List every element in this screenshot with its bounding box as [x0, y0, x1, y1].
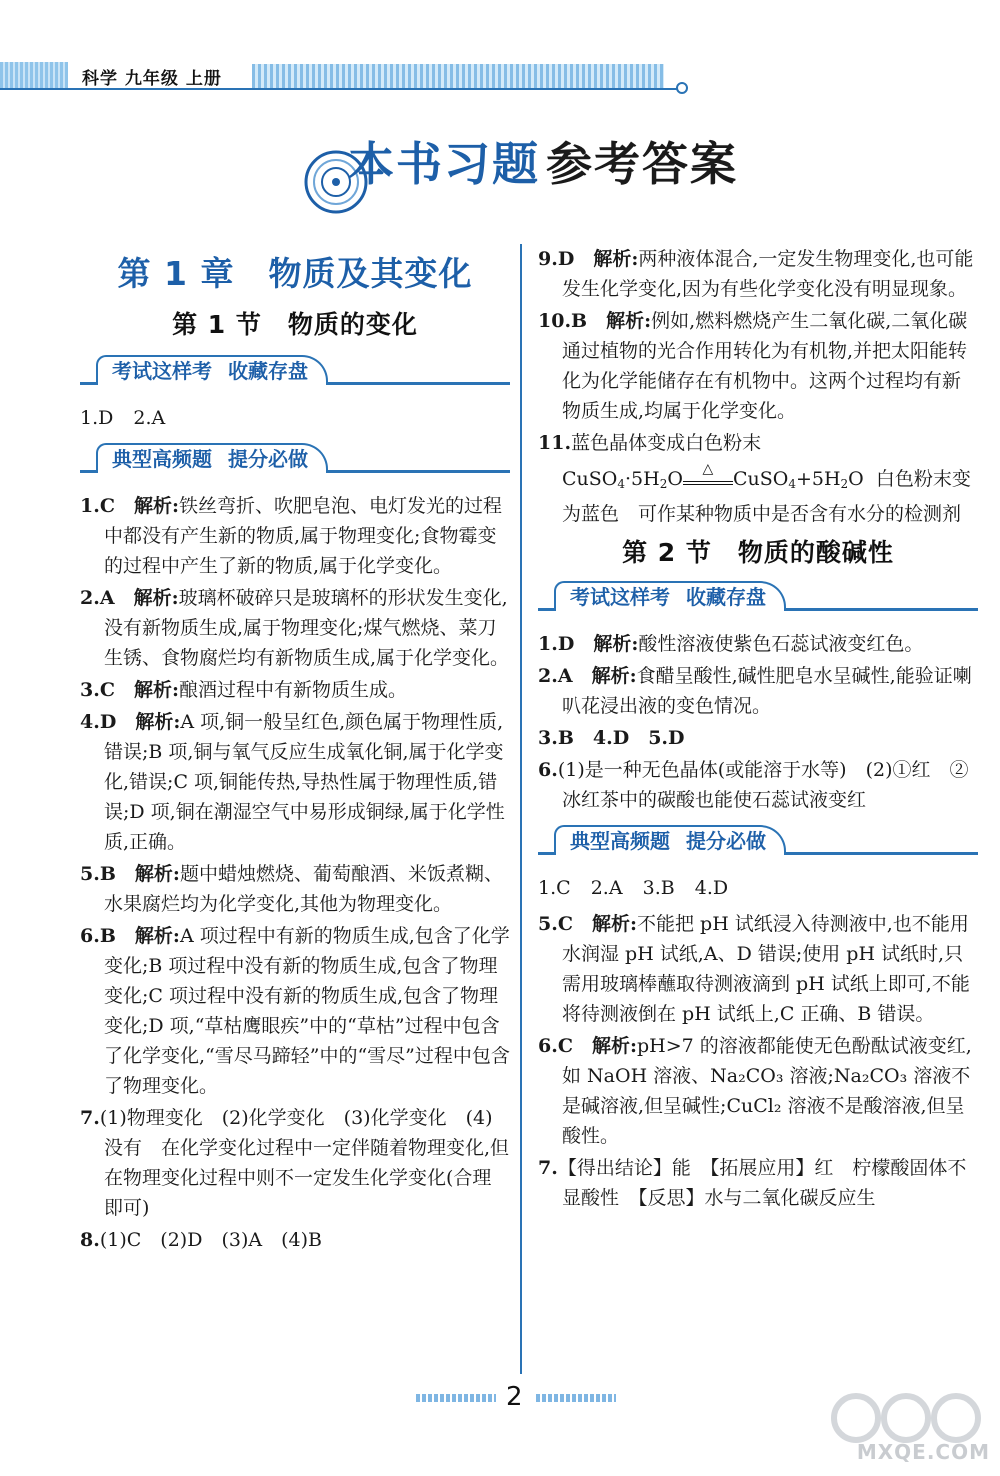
eq-sub: 4 — [788, 477, 796, 491]
item-text: 酸性溶液使紫色石蕊试液变红色。 — [638, 633, 924, 655]
item-number: 8. — [80, 1229, 100, 1251]
section-banner — [538, 581, 978, 617]
item-tag: 解析: — [591, 665, 637, 687]
answer-item — [80, 1103, 510, 1223]
answer: 2.A — [590, 877, 623, 899]
answer-item — [538, 428, 978, 458]
answer-item — [538, 629, 978, 659]
item-tag: 解析: — [133, 679, 179, 701]
running-header — [0, 62, 690, 90]
answer: 3.B — [642, 877, 675, 899]
eq-arrow — [683, 461, 733, 485]
banner-label — [96, 355, 328, 385]
item-tag: 解析: — [591, 913, 637, 935]
item-number: 5.B — [80, 863, 116, 885]
answer: 4.D — [694, 877, 729, 899]
answer: 1.C — [538, 877, 571, 899]
banner-label-b: 提分必做 — [686, 829, 766, 853]
answer-list — [538, 244, 978, 458]
answer-item — [538, 723, 978, 753]
page-title — [348, 128, 738, 194]
watermark-text: MXQE.COM — [856, 1440, 990, 1464]
item-text: A 项,铜一般呈红色,颜色属于物理性质,错误;B 项,铜与氧气反应生成氧化铜,属于化学变化,错误;C 项,铜能传热,导热性属于物理性质,错误;D 项,铜在潮湿空气中易形成铜绿,属于化学性质,正确。 — [104, 711, 505, 853]
item-number: 7. — [538, 1157, 558, 1179]
item-text: 题中蜡烛燃烧、葡萄酿酒、米饭煮糊、水果腐烂均为化学变化,其他为物理变化。 — [104, 863, 503, 915]
chapter-heading: 第 1 章 物质及其变化 — [117, 254, 473, 293]
section-banner — [80, 443, 510, 479]
item-tag: 解析: — [591, 1035, 637, 1057]
answer-item — [538, 1153, 978, 1213]
footer-ornament — [416, 1394, 496, 1402]
answer-item — [538, 661, 978, 721]
item-tag: 解析: — [606, 310, 652, 332]
item-number: 1.D — [538, 633, 575, 655]
banner-label — [554, 825, 786, 855]
item-number: 6.C — [538, 1035, 573, 1057]
item-text: 铁丝弯折、吹肥皂泡、电灯发光的过程中都没有产生新的物质,属于物理变化;食物霉变的过程中产生了新的物质,属于化学变化。 — [104, 495, 503, 577]
answer-item — [80, 675, 510, 705]
answer-item — [80, 491, 510, 581]
title-part-2: 参考答案 — [546, 137, 738, 191]
column-divider — [520, 244, 522, 1374]
eq-sub: 2 — [840, 477, 849, 491]
item-text: (1)是一种无色晶体(或能溶于水等) (2)①红 ②冰红茶中的碳酸也能使石蕊试液变红 — [557, 759, 969, 811]
eq-term: +5H — [795, 468, 841, 490]
section-banner — [80, 355, 510, 391]
answer-item — [80, 859, 510, 919]
item-text: 食醋呈酸性,碱性肥皂水呈碱性,能验证喇叭花浸出液的变色情况。 — [562, 665, 972, 717]
section-heading: 第 2 节 物质的酸碱性 — [622, 538, 894, 567]
right-column — [538, 244, 978, 1215]
answer-item — [538, 1031, 978, 1151]
answer: 1.D — [80, 407, 114, 429]
item-number: 9.D — [538, 248, 575, 270]
header-dot — [676, 82, 688, 94]
eq-term: ·5H — [625, 468, 660, 490]
header-stripe — [0, 62, 68, 90]
item-text: 酿酒过程中有新物质生成。 — [179, 679, 408, 701]
item-tag: 解析: — [133, 495, 179, 517]
eq-condition: △ — [702, 461, 714, 477]
item-number: 7. — [80, 1107, 100, 1129]
item-tag: 解析: — [593, 248, 639, 270]
eq-note: 白色粉末变为蓝色 可作某种物质中是否含有水分的检测剂 — [562, 468, 971, 525]
item-number: 10.B — [538, 310, 588, 332]
banner-label-a: 考试这样考 — [112, 359, 212, 383]
banner-label-b: 提分必做 — [228, 447, 308, 471]
item-text: 两种液体混合,一定发生物理变化,也可能发生化学变化,因为有些化学变化没有明显现象。 — [562, 248, 974, 300]
banner-label — [554, 581, 786, 611]
item-text: 玻璃杯破碎只是玻璃杯的形状发生变化,没有新物质生成,属于物理变化;煤气燃烧、菜刀生锈、食物腐烂均有新物质生成,属于化学变化。 — [104, 587, 510, 669]
banner-label-b: 收藏存盘 — [686, 585, 766, 609]
item-tag: 解析: — [135, 711, 181, 733]
item-text: (1)C (2)D (3)A (4)B — [99, 1229, 322, 1251]
chemical-equation — [538, 461, 978, 529]
eq-term: CuSO — [732, 468, 789, 490]
item-text: (1)物理变化 (2)化学变化 (3)化学变化 (4)没有 在化学变化过程中一定伴随着物理变化,但在物理变化过程中则不一定发生化学变化(合理即可) — [99, 1107, 510, 1219]
item-number: 5.C — [538, 913, 573, 935]
answer-item — [80, 707, 510, 857]
eq-term: CuSO — [562, 468, 618, 490]
answer-item — [538, 244, 978, 304]
banner-label-b: 收藏存盘 — [228, 359, 308, 383]
eq-sub: 4 — [617, 477, 626, 491]
title-part-1: 本书习题 — [348, 137, 540, 191]
banner-label — [96, 443, 328, 473]
item-number: 2.A — [80, 587, 115, 609]
answer-line — [538, 873, 978, 903]
book-title: 科学 九年级 上册 — [82, 69, 222, 89]
item-tag: 解析: — [134, 863, 180, 885]
answer-item — [80, 921, 510, 1101]
banner-label-a: 典型高频题 — [112, 447, 212, 471]
answer-list — [80, 491, 510, 1255]
section-banner — [538, 825, 978, 861]
item-text: 不能把 pH 试纸浸入待测液中,也不能用水润湿 pH 试纸,A、D 错误;使用 pH 试纸时,只需用玻璃棒蘸取待测液滴到 pH 试纸上即可,不能将待测液倒在 pH 试纸上,C 正确、B 错误。 — [562, 913, 970, 1025]
item-tag: 解析: — [593, 633, 639, 655]
eq-term: O — [667, 468, 683, 490]
page-number: 2 — [506, 1382, 523, 1412]
answer-list — [538, 909, 978, 1213]
item-number: 2.A — [538, 665, 573, 687]
banner-label-a: 典型高频题 — [570, 829, 670, 853]
answer-list — [538, 629, 978, 815]
item-number: 11. — [538, 432, 572, 454]
eq-sub: 2 — [659, 477, 668, 491]
answer: 2.A — [133, 407, 166, 429]
answer-line — [80, 403, 510, 433]
left-column — [80, 240, 510, 1257]
answer-item — [538, 909, 978, 1029]
section-heading: 第 1 节 物质的变化 — [172, 310, 418, 339]
item-number: 6.B — [80, 925, 116, 947]
item-text: A 项过程中有新的物质生成,包含了化学变化;B 项过程中没有新的物质生成,包含了物理变化;C 项过程中没有新的物质生成,包含了物理变化;D 项,“草枯鹰眼疾”中的“草枯”过程中包含了化学变化,“雪尽马蹄轻”中的“雪尽”过程中包含了物理变化。 — [104, 925, 510, 1097]
answer-item — [80, 1225, 510, 1255]
answer-item — [538, 306, 978, 426]
item-number: 3.C — [80, 679, 115, 701]
item-number: 4.D — [80, 711, 117, 733]
item-text: 例如,燃料燃烧产生二氧化碳,二氧化碳通过植物的光合作用转化为有机物,并把太阳能转化为化学能储存在有机物中。这两个过程均有新物质生成,均属于化学变化。 — [562, 310, 968, 422]
footer-ornament — [536, 1394, 616, 1402]
item-tag: 解析: — [134, 925, 180, 947]
item-tag: 解析: — [133, 587, 179, 609]
item-number: 3.B 4.D 5.D — [538, 727, 685, 749]
item-text: 【得出结论】能 【拓展应用】红 柠檬酸固体不显酸性 【反思】水与二氧化碳反应生 — [557, 1157, 967, 1209]
item-text: 蓝色晶体变成白色粉末 — [571, 432, 762, 454]
banner-label-a: 考试这样考 — [570, 585, 670, 609]
answer-item — [538, 755, 978, 815]
answer-item — [80, 583, 510, 673]
header-stripe — [252, 64, 664, 88]
item-text: pH>7 的溶液都能使无色酚酞试液变红,如 NaOH 溶液、Na₂CO₃ 溶液;Na₂CO₃ 溶液不是碱溶液,但呈碱性;CuCl₂ 溶液不是酸溶液,但呈酸性。 — [562, 1035, 972, 1147]
eq-term: O — [848, 468, 864, 490]
item-number: 1.C — [80, 495, 115, 517]
item-number: 6. — [538, 759, 558, 781]
